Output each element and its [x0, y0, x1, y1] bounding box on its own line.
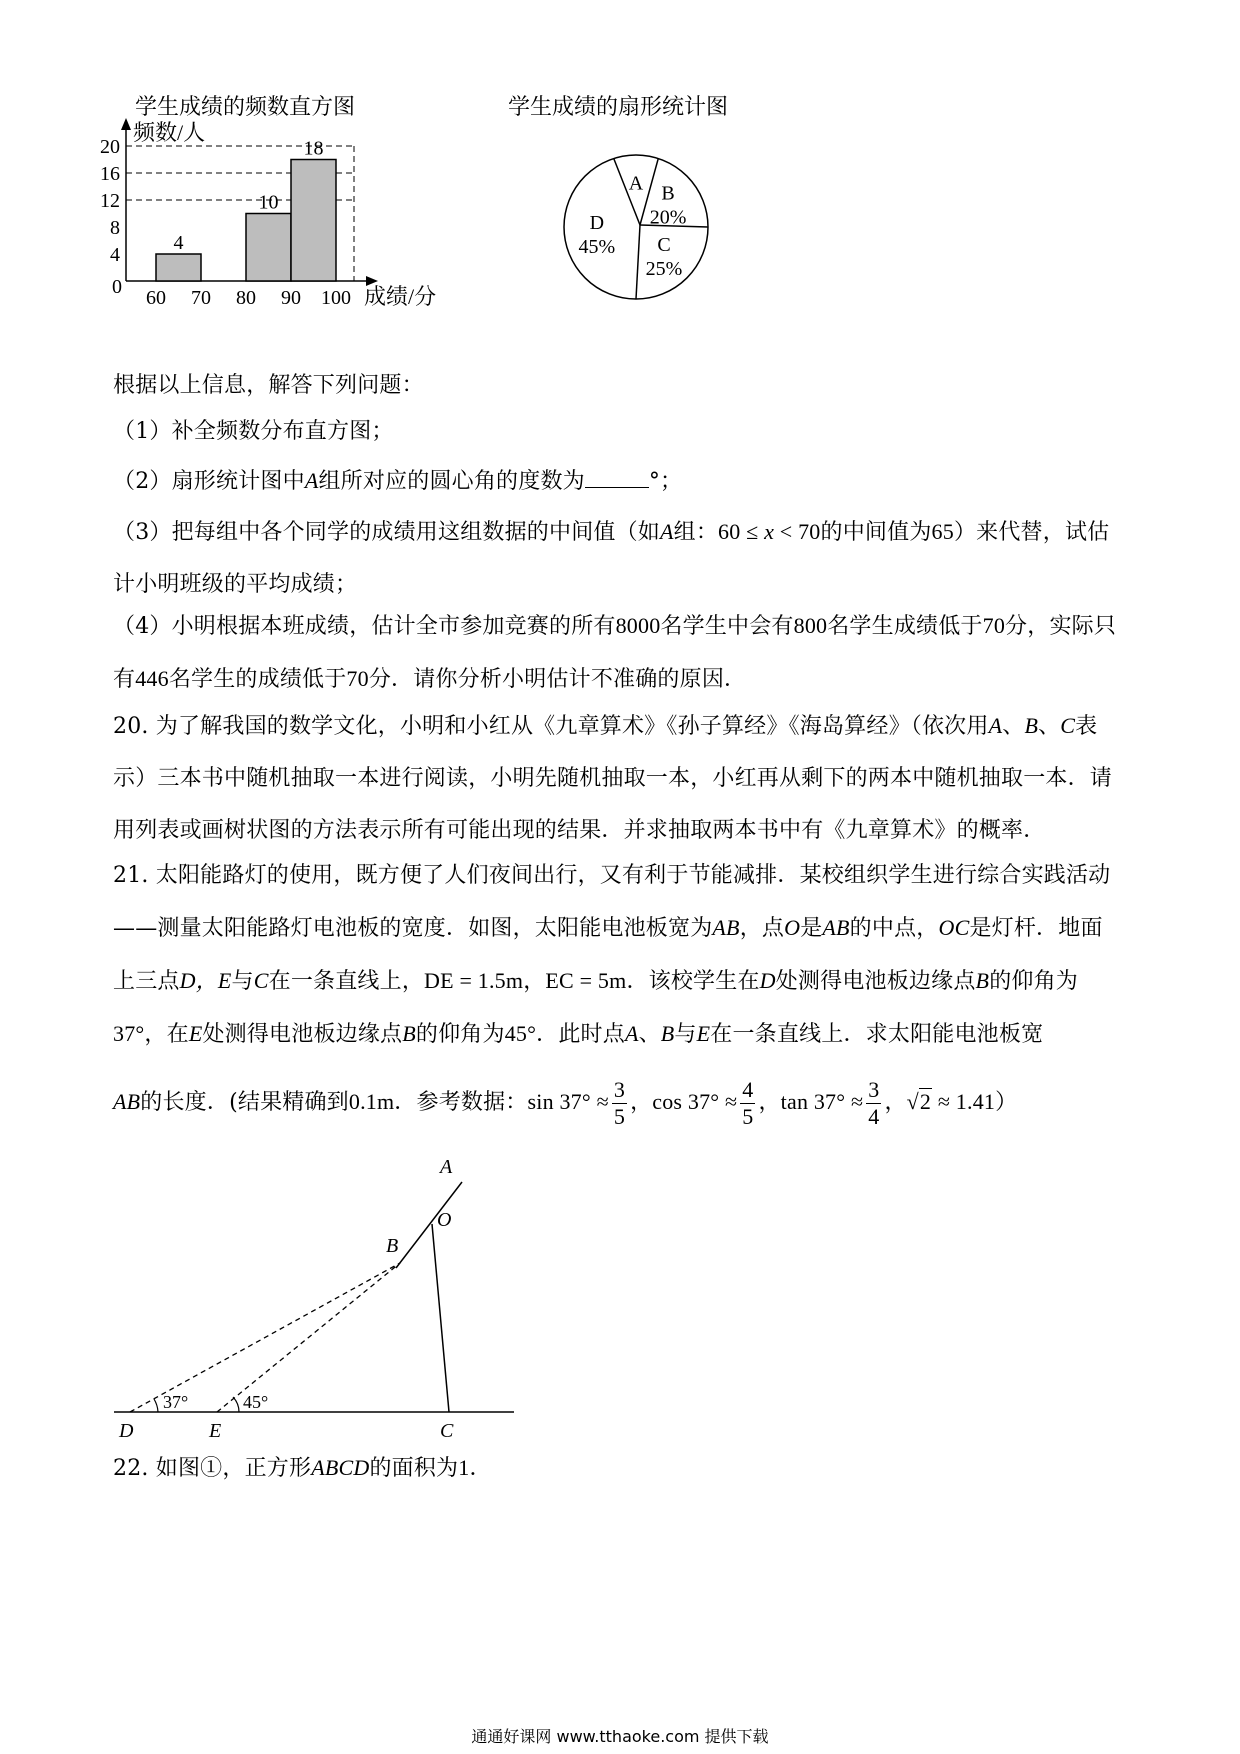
sight-line-db — [130, 1263, 400, 1412]
p22-text-a: 22. 如图①，正方形 — [113, 1456, 312, 1481]
p21-eq-ec: EC = 5m — [545, 968, 627, 993]
q3-inequality: 60 ≤ x < 70 — [718, 519, 821, 544]
p21-text-l: ，在 — [144, 1022, 189, 1047]
x-tick-label: 60 — [146, 287, 166, 309]
q4-text-f: 分．请你分析小明估计不准确的原因． — [368, 667, 747, 692]
problem-22 — [113, 1442, 1123, 1495]
problem-21 — [113, 850, 1123, 1061]
tan-37: tan 37° ≈ — [780, 1089, 864, 1114]
angle-arc-e — [233, 1397, 239, 1412]
x-tick-label: 90 — [281, 287, 301, 309]
p20-var-a: A — [988, 713, 1003, 738]
p22-text-c: ． — [469, 1456, 492, 1481]
q4-n2: 800 — [793, 613, 828, 638]
x-tick-label: 100 — [321, 287, 351, 309]
y-axis-arrow — [121, 118, 131, 130]
cos-37: cos 37° ≈ — [652, 1089, 738, 1114]
histogram-xlabel: 成绩/分 — [364, 284, 437, 309]
q4-text-c: 名学生成绩低于 — [827, 614, 983, 639]
p21-e-2: E — [696, 1021, 711, 1046]
p21-text-a: 21. 太阳能路灯的使用，既方便了人们夜间出行，又有利于节能减排．某校组织学生进行综合实践活动——测量太阳能路灯电池板的宽度．如图，太阳能电池板宽为 — [113, 863, 1111, 941]
q4-text-d: 分，实际只有 — [113, 614, 1117, 692]
q3-num: 65 — [931, 519, 954, 544]
p21-e: E — [188, 1021, 203, 1046]
p21-last-text-a: 的长度．(结果精确到 — [140, 1090, 349, 1115]
sin-37: sin 37° ≈ — [527, 1089, 609, 1114]
p21-b-2: B — [402, 1021, 416, 1046]
q3-text-b: 组： — [673, 520, 719, 545]
p21-text-d: 的中点， — [849, 916, 939, 941]
comma-2: ， — [758, 1090, 781, 1115]
p21-text-e: 是灯杆．地面上三点 — [113, 916, 1103, 994]
q4-n5: 70 — [346, 666, 369, 691]
tan-fraction: $\frac{3}{4}$ — [868, 1077, 880, 1129]
p21-text-c: 是 — [800, 916, 823, 941]
p21-text-p: 与 — [674, 1022, 697, 1047]
q4-n1: 8000 — [615, 613, 661, 638]
p21-end: ） — [995, 1090, 1018, 1115]
p21-b: B — [975, 968, 990, 993]
p21-angle-37: 37° — [113, 1021, 145, 1046]
sin-fraction: $\frac{3}{5}$ — [613, 1077, 626, 1129]
question-1 — [113, 406, 1123, 458]
x-tick-label: 80 — [236, 287, 256, 309]
sight-line-eb — [217, 1263, 400, 1412]
bar-value-label: 18 — [303, 137, 324, 160]
p21-angle-45: 45° — [504, 1021, 537, 1046]
histogram-origin: 0 — [112, 276, 122, 298]
p21-text-g: 在一条直线上， — [268, 969, 425, 994]
pie-slice-percent: 25% — [645, 258, 683, 281]
histogram-bar — [246, 214, 291, 282]
intro-text: 根据以上信息，解答下列问题： — [113, 373, 424, 398]
q1-text: （1）补全频数分布直方图； — [113, 419, 394, 444]
sqrt-2-value: ≈ 1.41 — [932, 1089, 996, 1114]
bar-value-label: 4 — [173, 232, 184, 254]
p21-text-f: 与 — [231, 969, 254, 994]
p21-sep: 、 — [638, 1022, 661, 1047]
p21-text-h: ， — [523, 969, 546, 994]
q3-var: A — [660, 519, 674, 544]
pie-chart — [490, 90, 790, 330]
y-tick-label: 16 — [100, 163, 120, 185]
p21-last-ab: AB — [113, 1089, 141, 1114]
histogram-x-ticks — [146, 287, 351, 309]
q4-text-e: 名学生的成绩低于 — [168, 667, 347, 692]
question-3 — [113, 506, 1123, 611]
p20-var-c: C — [1060, 713, 1076, 738]
p21-text-k: 的仰角为 — [989, 969, 1078, 994]
x-tick-label: 70 — [191, 287, 211, 309]
p21-ab: AB — [712, 915, 740, 940]
p20-text-b: 表示）三本书中随机抽取一本进行阅读，小明先随机抽取一本，小红再从剩下的两本中随机抽取一本．请用列表或画树状图的方法表示所有可能出现的结果．并求抽取两本书中有《九章算术》的概率． — [113, 714, 1113, 843]
p20-var-b: B — [1024, 713, 1039, 738]
intro-line — [113, 360, 1123, 412]
histogram-bar — [156, 254, 201, 281]
point-o-label: O — [437, 1209, 452, 1231]
p21-precision: 0.1m — [348, 1089, 395, 1114]
p20-text-a: 20. 为了解我国的数学文化，小明和小红从《九章算术》《孙子算经》《海岛算经》（依次用 — [113, 714, 989, 739]
problem-21-reference — [113, 1072, 1123, 1133]
p21-o: O — [784, 915, 801, 940]
geometry-figure — [100, 1145, 530, 1445]
point-b-label: B — [386, 1235, 399, 1257]
q3-text-d: ）来代替，试估计小明班级的平均成绩； — [113, 520, 1110, 597]
p21-eq-de: DE = 1.5m — [424, 968, 524, 993]
p21-text-o: ．此时点 — [536, 1022, 625, 1047]
sqrt-2: √2 — [906, 1089, 932, 1114]
histogram-bar — [291, 160, 336, 282]
pie-slice-percent: 20% — [649, 206, 687, 229]
angle-45-label: 45° — [243, 1392, 269, 1412]
p21-last-text-b: ．参考数据： — [394, 1090, 528, 1115]
point-c-label: C — [440, 1420, 454, 1442]
pie-title: 学生成绩的扇形统计图 — [508, 94, 729, 119]
histogram-bars — [156, 138, 336, 282]
q3-text-a: （3）把每组中各个同学的成绩用这组数据的中间值（如 — [113, 520, 660, 545]
y-tick-label: 12 — [100, 190, 120, 212]
p21-ab-2: AB — [822, 915, 850, 940]
point-d-label: D — [119, 1420, 134, 1442]
p21-text-j: 处测得电池板边缘点 — [775, 969, 976, 994]
pie-slice-name: A — [628, 172, 644, 195]
question-2 — [113, 455, 1123, 508]
pie-slice-name: C — [657, 234, 671, 257]
p21-text-n: 的仰角为 — [415, 1022, 505, 1047]
p21-c: C — [253, 968, 269, 993]
p22-abcd: ABCD — [311, 1455, 370, 1480]
p22-text-b: 的面积为 — [369, 1456, 459, 1481]
p21-text-q: 在一条直线上．求太阳能电池板宽 — [710, 1022, 1044, 1047]
pole-oc — [432, 1224, 449, 1412]
p22-n: 1 — [458, 1455, 470, 1480]
problem-20 — [113, 700, 1123, 857]
angle-arc-d — [154, 1399, 158, 1412]
q4-n3: 70 — [982, 613, 1006, 638]
q4-n4: 446 — [135, 666, 169, 691]
y-tick-label: 20 — [100, 136, 120, 158]
comma-3: ， — [884, 1090, 907, 1115]
q4-text-b: 名学生中会有 — [660, 614, 794, 639]
question-4 — [113, 600, 1123, 706]
q4-text-a: （4）小明根据本班成绩，估计全市参加竞赛的所有 — [113, 614, 616, 639]
cos-fraction: $\frac{4}{5}$ — [742, 1077, 754, 1129]
p21-de-points: D，E — [179, 968, 232, 993]
q3-text-c: 的中间值为 — [820, 520, 932, 545]
y-tick-label: 8 — [110, 217, 120, 239]
q2-var: A — [304, 468, 319, 493]
pie-labels — [579, 172, 687, 280]
p21-text-m: 处测得电池板边缘点 — [202, 1022, 403, 1047]
p21-oc: OC — [938, 915, 970, 940]
p21-a: A — [624, 1021, 639, 1046]
pie-slice-percent: 45% — [578, 236, 616, 259]
histogram-title: 学生成绩的频数直方图 — [135, 94, 356, 119]
p21-d: D — [759, 968, 776, 993]
frequency-histogram — [100, 90, 500, 350]
pie-slice-name: D — [589, 212, 605, 235]
q2-text-c: °； — [648, 469, 683, 494]
p21-b-3: B — [660, 1021, 675, 1046]
p20-sep-1: 、 — [1002, 714, 1025, 739]
panel-ab — [396, 1182, 462, 1268]
point-a-label: A — [440, 1156, 453, 1178]
pie-slice-edge — [636, 225, 640, 299]
histogram-y-ticks — [100, 136, 120, 266]
p21-text-i: ．该校学生在 — [626, 969, 760, 994]
p20-sep-2: 、 — [1038, 714, 1061, 739]
bar-value-label: 10 — [258, 191, 279, 214]
footer: 通通好课网 www.tthaoke.com 提供下载 — [471, 1727, 769, 1746]
p21-text-b: ，点 — [739, 916, 785, 941]
pie-slice-name: B — [661, 182, 675, 205]
point-e-label: E — [209, 1420, 222, 1442]
histogram-ylabel: 频数/人 — [133, 120, 206, 145]
y-tick-label: 4 — [110, 244, 120, 266]
q2-text-b: 组所对应的圆心角的度数为 — [318, 469, 585, 494]
q2-text-a: （2）扇形统计图中 — [113, 469, 305, 494]
angle-37-label: 37° — [163, 1392, 189, 1412]
answer-blank[interactable] — [585, 465, 649, 488]
comma-1: ， — [630, 1090, 653, 1115]
